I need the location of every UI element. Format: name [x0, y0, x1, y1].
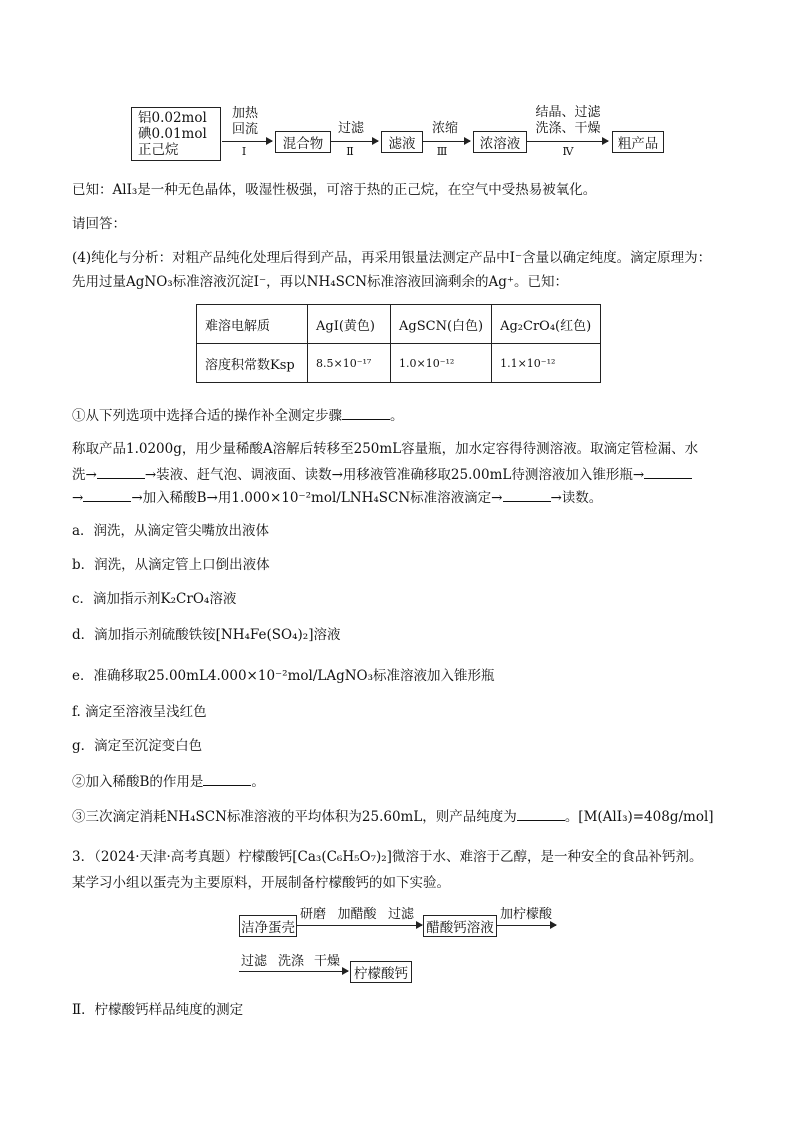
- reactant-i: 碘0.01mol: [138, 126, 207, 142]
- step4-arrow: [526, 141, 608, 142]
- sub2-question: ②加入稀酸B的作用是 。: [72, 771, 265, 791]
- filtrate-box: 滤液: [381, 131, 423, 153]
- option-f: f. 滴定至溶液呈浅红色: [72, 704, 207, 720]
- flow2-step-wash: 洗涤: [277, 954, 304, 969]
- concentrate-box: 浓溶液: [473, 131, 527, 153]
- flow2-step-filter: 过滤: [387, 907, 414, 922]
- table-row: [197, 344, 601, 383]
- step4-num: Ⅳ: [562, 145, 574, 158]
- q3-line1: 3．（2024·天津·高考真题）柠檬酸钙[Ca₃(C₆H₅O₇)₂]微溶于水、难溶于乙醇，是一种安全的食品补钙剂。: [72, 849, 703, 865]
- known-statement: 已知：AlI₃是一种无色晶体，吸湿性极强，可溶于热的正己烷，在空气中受热易被氧化。: [72, 182, 597, 198]
- step2-num: Ⅱ: [346, 145, 354, 158]
- table-row: [197, 305, 601, 344]
- q3-line2: 某学习小组以蛋壳为主要原料，开展制备柠檬酸钙的如下实验。: [72, 875, 450, 891]
- step2-arrow: [330, 141, 378, 142]
- step2-label: 过滤: [337, 121, 364, 136]
- step3-arrow: [422, 141, 470, 142]
- flow2-step-citric: 加柠檬酸: [499, 907, 552, 922]
- section-heading: Ⅱ．柠檬酸钙样品纯度的测定: [72, 1002, 244, 1018]
- answer-blank: [503, 487, 551, 502]
- option-a: a．润洗，从滴定管尖嘴放出液体: [72, 523, 270, 539]
- sub1-question: ①从下列选项中选择合适的操作补全测定步骤 。: [72, 405, 404, 425]
- step3-num: Ⅲ: [436, 145, 448, 158]
- option-g: g．滴定至沉淀变白色: [72, 738, 203, 754]
- answer-blank: [644, 464, 692, 479]
- step1-label: 加热 回流: [231, 106, 258, 137]
- ksp-table: [196, 304, 601, 383]
- flow2-arrow-1: [296, 925, 422, 926]
- step3-label: 浓缩: [431, 121, 458, 136]
- option-b: b．润洗，从滴定管上口倒出液体: [72, 557, 270, 573]
- table-cell: 1.0×10⁻¹²: [391, 344, 492, 383]
- flow2-step-acetic: 加醋酸: [337, 907, 377, 922]
- table-cell: 1.1×10⁻¹²: [492, 344, 601, 383]
- eggshell-box: 洁净蛋壳: [239, 915, 297, 937]
- procedure-line3: → →加入稀酸B→用1.000×10⁻²mol/LNH₄SCN标准溶液滴定→ →读数。: [72, 487, 602, 507]
- option-e: e．准确移取25.00mL4.000×10⁻²mol/LAgNO₃标准溶液加入锥形瓶: [72, 668, 495, 684]
- option-c: c．滴加指示剂K₂CrO₄溶液: [72, 591, 237, 607]
- option-d: d．滴加指示剂硫酸铁铵[NH₄Fe(SO₄)₂]溶液: [72, 627, 341, 643]
- answer-blank: [517, 806, 565, 821]
- table-header-cell: AgSCN(白色): [391, 305, 492, 344]
- answer-blank: [83, 487, 131, 502]
- answer-blank: [342, 405, 390, 420]
- crude-product-box: 粗产品: [612, 131, 664, 153]
- answer-blank: [97, 464, 145, 479]
- reactant-al: 铝0.02mol: [138, 110, 207, 126]
- table-header-cell: AgI(黄色): [308, 305, 391, 344]
- table-header-cell: Ag₂CrO₄(红色): [492, 305, 601, 344]
- q4-line1: (4)纯化与分析：对粗产品纯化处理后得到产品，再采用银量法测定产品中I⁻含量以确定纯度。滴定原理为：: [72, 250, 712, 266]
- step1-num: Ⅰ: [241, 145, 247, 158]
- step1-arrow: [222, 141, 272, 142]
- flow2-step-dry: 干燥: [313, 954, 340, 969]
- procedure-line2: 洗→ →装液、赶气泡、调液面、读数→用移液管准确移取25.00mL待测溶液加入锥形瓶→: [72, 464, 692, 484]
- flow2-step-filter2: 过滤: [240, 954, 267, 969]
- procedure-line1: 称取产品1.0200g，用少量稀酸A溶解后转移至250mL容量瓶，加水定容得待测溶液。取滴定管检漏、水: [72, 441, 699, 457]
- table-header-cell: 难溶电解质: [197, 305, 308, 344]
- flow2-arrow-2: [496, 925, 556, 926]
- calcium-citrate-box: 柠檬酸钙: [350, 961, 412, 983]
- reactants-box: [131, 107, 221, 161]
- calcium-acetate-box: 醋酸钙溶液: [423, 915, 497, 937]
- table-cell: 溶度积常数Ksp: [197, 344, 308, 383]
- mixture-box: 混合物: [275, 131, 331, 153]
- step4-label: 结晶、过滤 洗涤、干燥: [535, 105, 601, 136]
- flow2-arrow-3: [239, 971, 348, 972]
- q4-line2: 先用过量AgNO₃标准溶液沉淀I⁻，再以NH₄SCN标准溶液回滴剩余的Ag⁺。已知：: [72, 274, 569, 290]
- flow2-step-grind: 研磨: [299, 907, 326, 922]
- answer-prompt: 请回答：: [72, 216, 126, 232]
- reactant-hexane: 正己烷: [138, 142, 179, 158]
- sub3-question: ③三次滴定消耗NH₄SCN标准溶液的平均体积为25.60mL，则产品纯度为 。[M(AlI₃)=408g/mol]: [72, 806, 714, 826]
- answer-blank: [203, 771, 251, 786]
- table-cell: 8.5×10⁻¹⁷: [308, 344, 391, 383]
